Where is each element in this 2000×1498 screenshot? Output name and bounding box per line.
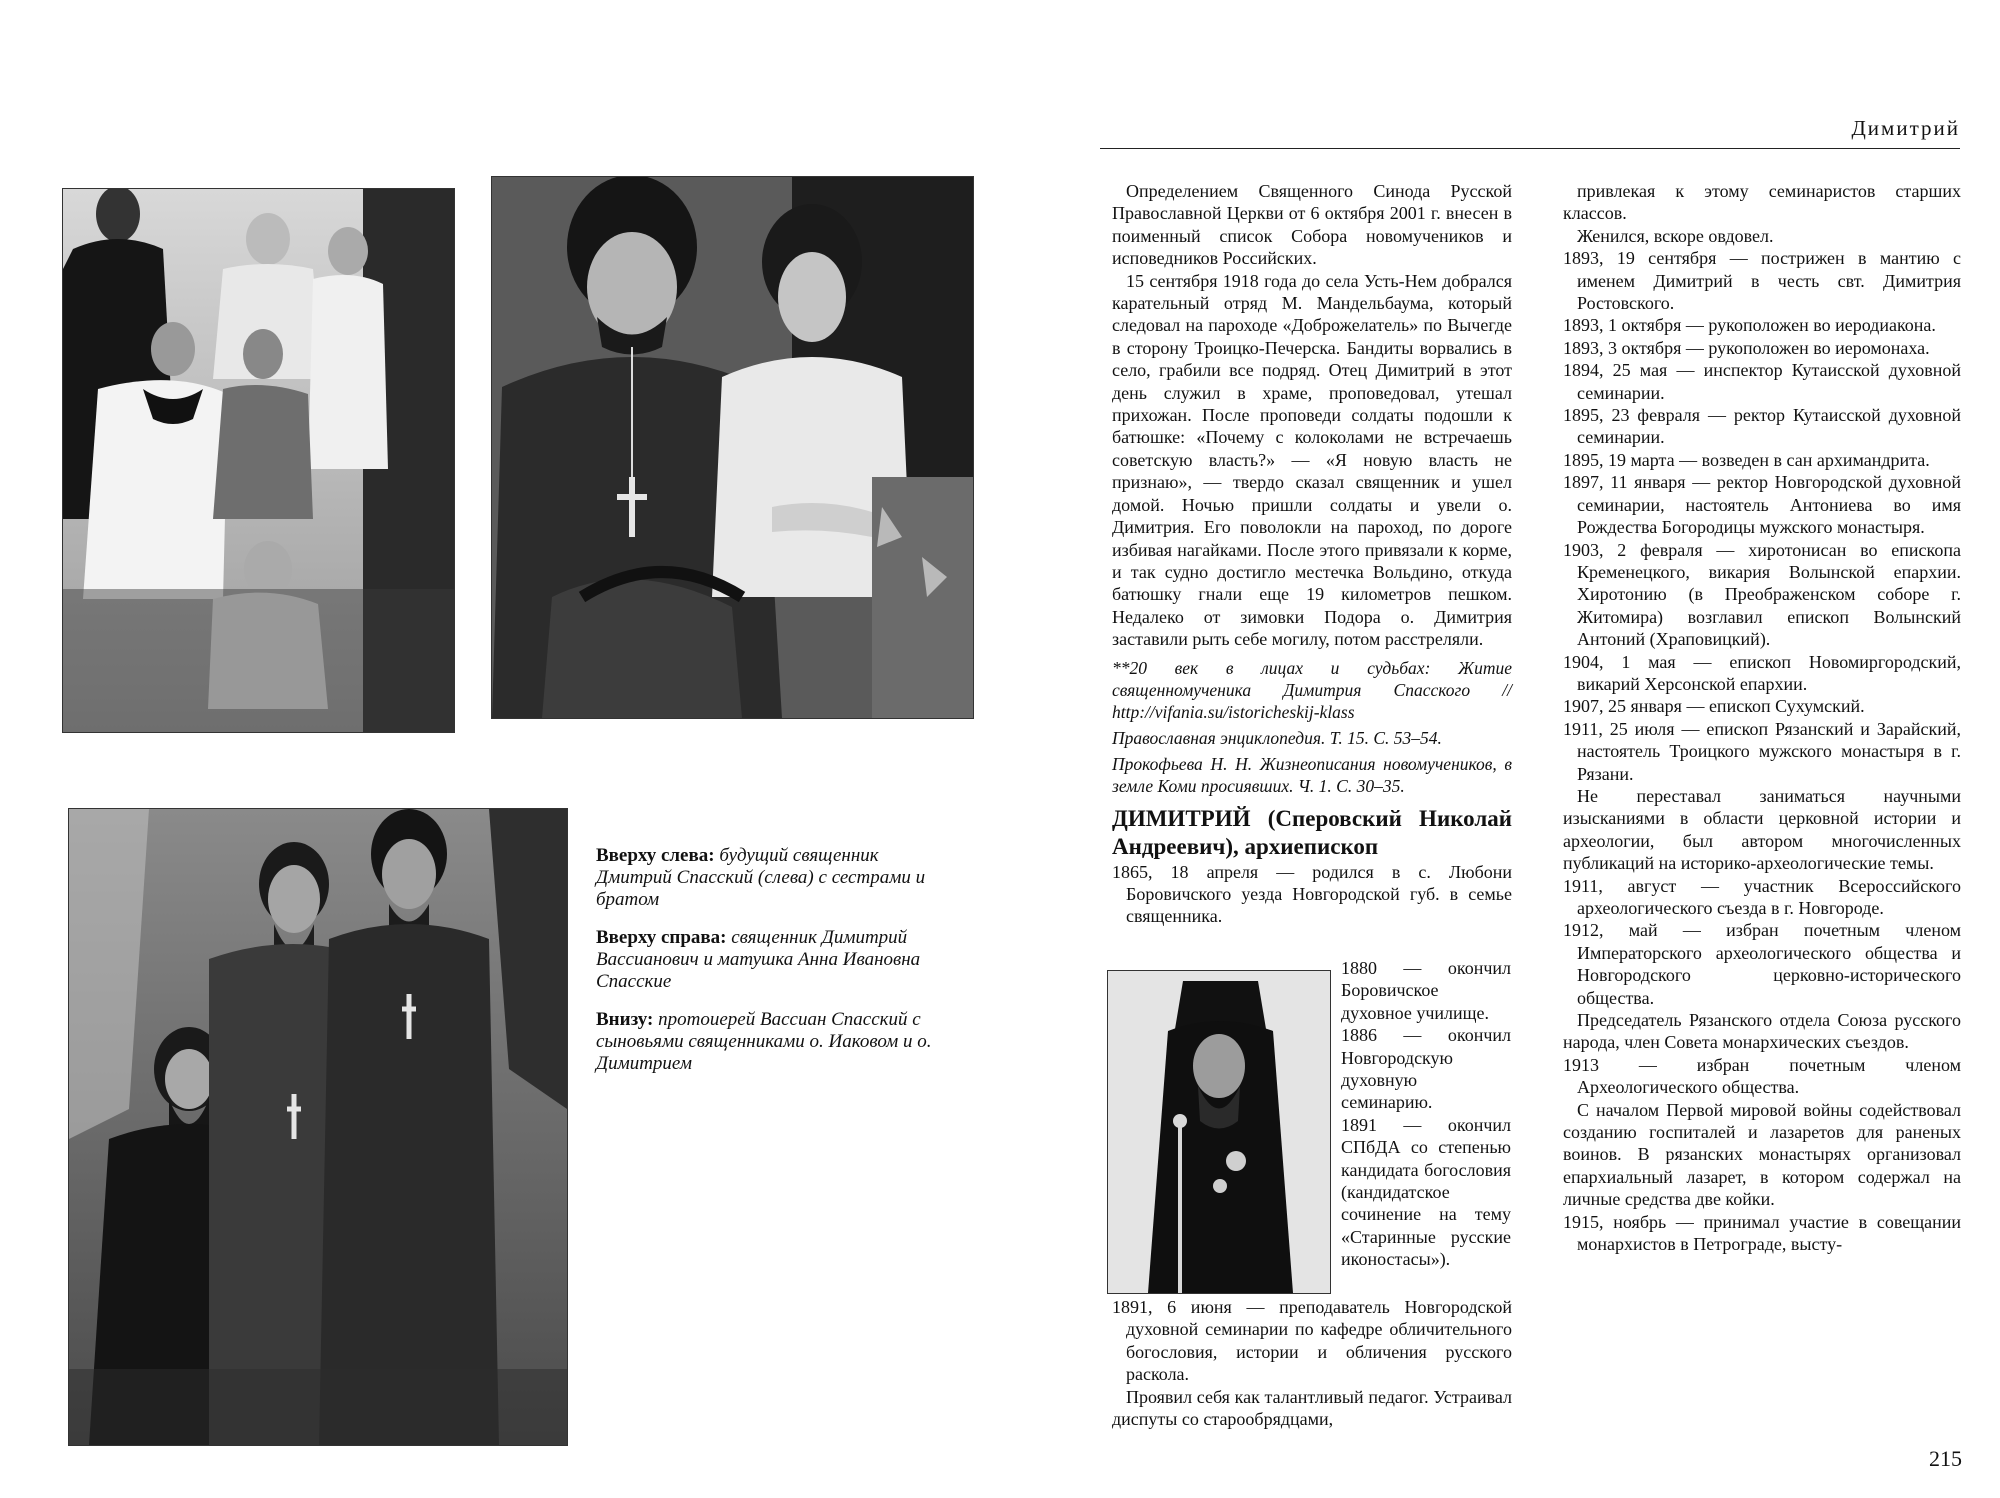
chronology-item: 1895, 19 марта — возведен в сан архимандрита.	[1563, 449, 1930, 470]
chronology-item: 1904, 1 мая — епископ Новомиргородский, викарий Херсонской епархии.	[1563, 651, 1961, 694]
photo-archbishop	[1107, 970, 1331, 1294]
photo-family-group	[62, 188, 455, 733]
paragraph-martyrdom: 15 сентября 1918 года до села Усть-Нем добрался карательный отряд М. Мандельбаума, который следовал на пароходе «Доброжелатель» по Вычегде в сторону Троицко-Печерска. Бандиты ворвались в село, грабили все подряд. Отец Димитрий в этот день служил в храме, проповедовал, утешал прихожан. После проповеди солдаты подошли к батюшке: «Почему с колоколами не встречаешь советскую власть?» — «Я новую власть не признаю», — твердо сказал священник и ушел домой. Ночью пришли солдаты и увели о. Димитрия. Его поволокли на пароход, по дороге избивая нагайками. После этого привязали к корме, и так судно достигло местечка Вольдино, откуда батюшку гнали еще 19 километров пешком. Недалеко от зимовки Подора о. Димитрия заставили рыть себе могилу, потом расстреляли.	[1112, 270, 1512, 650]
chronology-item: 1911, август — участник Всероссийского археологического съезда в г. Новгороде.	[1563, 875, 1961, 918]
caption-top-right	[596, 927, 936, 993]
text-column-right	[1563, 180, 1961, 1256]
caption-text: протоиерей Вассиан Спасский с сыновьями священниками о. Иаковом и о. Димитрием	[596, 1009, 932, 1074]
caption-top-left	[596, 845, 936, 911]
text-column-left-bottom	[1112, 1296, 1512, 1430]
three-clergymen-image	[69, 809, 567, 1445]
chronology-item: привлекая к этому семинаристов старших классов.	[1563, 181, 1961, 224]
chronology-item: 1893, 3 октября — рукоположен во иеромонаха.	[1563, 337, 1930, 358]
paragraph-birth: 1865, 18 апреля — родился в с. Любони Боровичского уезда Новгородской губ. в семье священника.	[1112, 861, 1512, 927]
chronology-item: 1915, ноябрь — принимал участие в совещании монархистов в Петрограде, высту-	[1563, 1211, 1961, 1255]
chronology-item: Женился, вскоре овдовел.	[1577, 225, 1774, 246]
running-head: Димитрий	[1851, 116, 1960, 140]
chronology-item: 1913 — избран почетным членом Археологического общества.	[1563, 1054, 1961, 1098]
caption-label: Внизу:	[596, 1009, 654, 1030]
source-2: Православная энциклопедия. Т. 15. С. 53–54.	[1112, 727, 1442, 748]
caption-text: священник Димитрий Вассианович и матушка Анна Ивановна Спасские	[596, 927, 921, 992]
archbishop-image	[1108, 971, 1330, 1293]
chronology-item: 1907, 25 января — епископ Сухумский.	[1563, 696, 1865, 717]
paragraph-pedagogue: Проявил себя как талантливый педагог. Устраивал диспуты со старообрядцами,	[1112, 1386, 1512, 1430]
paragraph-1886: 1886 — окончил Новгородскую духовную семинарию.	[1341, 1025, 1511, 1113]
photo-priest-and-wife	[491, 176, 974, 719]
chronology-item: 1897, 11 января — ректор Новгородской духовной семинарии, настоятель Антониева во имя Рождества Богородицы мужского монастыря.	[1563, 472, 1961, 538]
chronology-item: 1895, 23 февраля — ректор Кутаисской духовной семинарии.	[1563, 405, 1961, 448]
family-group-image	[63, 189, 454, 732]
photo-captions	[596, 845, 936, 1091]
source-1: **20 век в лицах и судьбах: Житие священномученика Димитрия Спасского // http://vifania.su/istoricheskij-klass	[1112, 657, 1512, 722]
text-column-left	[1112, 180, 1512, 928]
caption-text: будущий священник Дмитрий Спасский (слева) с сестрами и братом	[596, 845, 926, 910]
caption-label: Вверху слева:	[596, 845, 715, 866]
caption-bottom	[596, 1009, 936, 1075]
chronology-item: 1894, 25 мая — инспектор Кутаисской духовной семинарии.	[1563, 360, 1961, 403]
chronology-item: 1893, 1 октября — рукоположен во иеродиакона.	[1563, 315, 1936, 336]
priest-and-wife-image	[492, 177, 973, 718]
caption-label: Вверху справа:	[596, 927, 727, 948]
paragraph-1891: 1891 — окончил СПбДА со степенью кандидата богословия (кандидатское сочинение на тему «Старинные русские иконостасы»).	[1341, 1114, 1511, 1270]
source-3: Прокофьева Н. Н. Жизнеописания новомучеников, в земле Коми просиявших. Ч. 1. С. 30–35.	[1112, 753, 1512, 796]
chronology-item: 1911, 25 июля — епископ Рязанский и Зарайский, настоятель Троицкого мужского монастыря в г. Рязани.	[1563, 718, 1961, 784]
chronology-item: 1903, 2 февраля — хиротонисан во епископа Кременецкого, викария Волынской епархии. Хиротонию (в Преображенском соборе г. Житомира) возглавил епископ Волынский Антоний (Храповицкий).	[1563, 539, 1961, 650]
chronology-item: С началом Первой мировой войны содействовал созданию госпиталей и лазаретов для раненых воинов. В рязанских монастырях организовал епархиальный лазарет, в котором содержал на личные средства две койки.	[1563, 1099, 1961, 1210]
page-number: 215	[1929, 1446, 1962, 1471]
entry-title: ДИМИТРИЙ (Сперовский Николай Андреевич), архиепископ	[1112, 805, 1512, 859]
chronology-item: Не переставал заниматься научными изысканиями в области церковной истории и археологии, был автором многочисленных публикаций на историко-археологические темы.	[1563, 785, 1961, 874]
chronology-item: 1893, 19 сентября — пострижен в мантию с именем Димитрий в честь свт. Димитрия Ростовского.	[1563, 248, 1961, 314]
paragraph-1891-june: 1891, 6 июня — преподаватель Новгородской духовной семинарии по кафедре обличительного богословия, истории и обличения русского раскола.	[1112, 1297, 1512, 1385]
header-rule	[1100, 148, 1960, 149]
paragraph-1880: 1880 — окончил Боровичское духовное училище.	[1341, 958, 1511, 1023]
chronology-item: Председатель Рязанского отдела Союза русского народа, член Совета монархических съездов.	[1563, 1010, 1961, 1053]
text-beside-photo	[1341, 957, 1511, 1271]
paragraph-canonization: Определением Священного Синода Русской Православной Церкви от 6 октября 2001 г. внесен в поименный список Собора новомучеников и исповедников Российских.	[1112, 181, 1512, 269]
chronology-item: 1912, май — избран почетным членом Императорского археологического общества и Новгородского церковно-исторического общества.	[1563, 920, 1961, 1008]
photo-three-clergymen	[68, 808, 568, 1446]
